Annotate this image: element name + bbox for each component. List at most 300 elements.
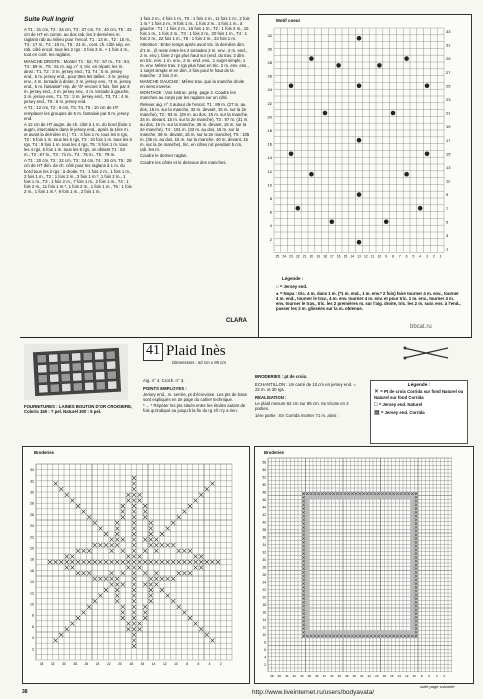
plaid-legend xyxy=(370,380,468,444)
cross-stitch xyxy=(194,622,198,626)
cross-stitch xyxy=(210,482,214,486)
cross-stitch xyxy=(143,610,147,614)
y-tick-label: 4 xyxy=(264,655,266,660)
corrida-cell xyxy=(411,586,415,590)
cross-stitch xyxy=(143,510,147,514)
cross-stitch xyxy=(98,577,102,581)
corrida-cell xyxy=(347,631,351,635)
corrida-cell xyxy=(343,496,347,500)
motif-title: Motif coeur xyxy=(276,18,301,23)
cross-stitch xyxy=(132,577,136,581)
corrida-cell xyxy=(411,507,415,511)
cross-stitch xyxy=(154,549,158,553)
cross-stitch xyxy=(160,560,164,564)
cross-stitch xyxy=(48,560,52,564)
legend-row xyxy=(374,410,464,416)
cross-stitch xyxy=(138,627,142,631)
x-tick-label: 18 xyxy=(382,673,386,678)
cross-stitch xyxy=(126,566,130,570)
y-tick-label: 2 xyxy=(32,647,34,652)
corrida-cell xyxy=(306,567,310,571)
y-tick-label: 24 xyxy=(30,524,34,529)
corrida-cell xyxy=(313,496,317,500)
plaid-legend-title: Légende : xyxy=(407,383,431,388)
cross-stitch xyxy=(132,627,136,631)
corrida-cell xyxy=(411,499,415,503)
cross-stitch xyxy=(138,554,142,558)
cross-stitch xyxy=(194,498,198,502)
nope-dot xyxy=(357,138,362,143)
y-tick-label: 48 xyxy=(262,490,266,495)
y-tick-label: 42 xyxy=(262,512,266,517)
pull-column-1 xyxy=(24,27,132,327)
cross-stitch xyxy=(199,566,203,570)
corrida-cell xyxy=(306,526,310,530)
corrida-cell xyxy=(306,578,310,582)
legend-text: = Jersey end. xyxy=(279,284,308,289)
cross-stitch xyxy=(59,560,63,564)
cross-stitch xyxy=(132,638,136,642)
cross-stitch xyxy=(126,622,130,626)
cross-stitch xyxy=(54,482,58,486)
corrida-cell xyxy=(306,612,310,616)
cross-stitch xyxy=(188,504,192,508)
y-tick-label: 12 xyxy=(262,625,266,630)
corrida-cell xyxy=(403,496,407,500)
cross-stitch xyxy=(98,526,102,530)
y-tick-label: 8 xyxy=(32,613,34,618)
x-tick-label: 10 xyxy=(174,662,178,666)
y-tick-label: 30 xyxy=(262,557,266,562)
corrida-cell xyxy=(306,529,310,533)
cross-stitch xyxy=(149,582,153,586)
nope-dot xyxy=(323,111,328,116)
corrida-cell xyxy=(321,631,325,635)
x-tick-label: 36 xyxy=(315,673,319,678)
broderies-title: BRODERIES : pt de croix. xyxy=(255,374,308,379)
corrida-cell xyxy=(388,496,392,500)
x-tick-label: 19 xyxy=(316,254,321,259)
echantillon: ECHANTILLON : Un carré de 10 cm en jersey end. = 22 m. et 30 rgs. xyxy=(255,382,356,393)
y-tick-label: 16 xyxy=(267,141,272,147)
nope-dot xyxy=(391,111,396,116)
corrida-cell xyxy=(317,496,321,500)
y-tick-label: 21 xyxy=(446,110,451,116)
corrida-cell xyxy=(366,496,370,500)
plaid-tile xyxy=(49,354,58,362)
cross-stitch xyxy=(65,627,69,631)
points-note: * ... * Répéter les pts situés entre les étoiles autant de fois qu'indiqué ou jusqu'à la fin du rg s'il n'y a rien. xyxy=(143,403,246,414)
x-tick-label: 22 xyxy=(295,254,300,259)
square-icon: □ xyxy=(276,284,279,289)
cross-stitch xyxy=(143,515,147,519)
cross-stitch xyxy=(93,521,97,525)
y-tick-label: 8 xyxy=(269,196,272,201)
corrida-cell xyxy=(411,537,415,541)
cross-stitch xyxy=(166,560,170,564)
cross-stitch xyxy=(132,498,136,502)
corrida-cell xyxy=(306,597,310,601)
x-tick-label: 46 xyxy=(277,673,281,678)
y-tick-label: 4 xyxy=(32,636,34,641)
corrida-cell xyxy=(369,631,373,635)
x-tick-label: 3 xyxy=(426,254,428,259)
corrida-cell xyxy=(411,612,415,616)
y-tick-label: 18 xyxy=(267,128,272,133)
cross-stitch xyxy=(205,633,209,637)
cross-stitch xyxy=(132,616,136,620)
cross-stitch xyxy=(143,582,147,586)
cross-stitch xyxy=(104,588,108,592)
x-tick-label: 28 xyxy=(73,662,78,666)
corrida-cell xyxy=(411,616,415,620)
cross-stitch xyxy=(188,549,192,553)
y-tick-label: 6 xyxy=(32,624,34,629)
corrida-cell xyxy=(306,571,310,575)
cross-stitch xyxy=(121,510,125,514)
corrida-cell xyxy=(399,631,403,635)
cross-stitch xyxy=(143,549,147,553)
corrida-cell xyxy=(411,604,415,608)
cross-stitch xyxy=(149,599,153,603)
cross-stitch xyxy=(132,599,136,603)
x-tick-label: 8 xyxy=(186,662,189,666)
cross-stitch xyxy=(132,526,136,530)
x-tick-label: 12 xyxy=(405,673,409,678)
cross-stitch xyxy=(121,582,125,586)
cross-stitch xyxy=(154,571,158,575)
cross-stitch xyxy=(205,560,209,564)
cross-stitch xyxy=(70,566,74,570)
cross-stitch xyxy=(104,577,108,581)
cross-stitch xyxy=(121,538,125,542)
corrida-cell xyxy=(306,563,310,567)
corrida-cell xyxy=(411,601,415,605)
y-tick-label: 27 xyxy=(446,69,451,75)
corrida-cell xyxy=(306,601,310,605)
nope-dot xyxy=(357,36,362,41)
plaid-tile xyxy=(94,352,103,360)
corrida-cell xyxy=(411,623,415,627)
corrida-cell xyxy=(411,597,415,601)
cross-stitch xyxy=(177,560,181,564)
cross-stitch xyxy=(132,633,136,637)
x-tick-label: 14 xyxy=(151,662,156,666)
x-tick-label: 6 xyxy=(405,254,408,259)
x-tick-label: 21 xyxy=(302,254,307,259)
x-tick-label: 9 xyxy=(385,254,388,259)
y-tick-label: 54 xyxy=(262,467,266,472)
plaid-tile xyxy=(83,352,92,360)
cross-stitch xyxy=(82,571,86,575)
corrida-cell xyxy=(306,552,310,556)
cross-stitch xyxy=(205,487,209,491)
plaid-tile xyxy=(49,364,58,372)
corrida-cell xyxy=(324,631,328,635)
nope-dot xyxy=(425,84,430,89)
plaid-dimensions: Dimensions : 62 cm x 95 cm xyxy=(172,360,226,365)
y-tick-label: 16 xyxy=(262,610,266,615)
y-tick-label: 28 xyxy=(262,565,266,570)
cross-stitch xyxy=(194,554,198,558)
x-tick-label: 2 xyxy=(443,673,446,678)
cross-stitch xyxy=(110,571,114,575)
motif-legend xyxy=(276,284,462,311)
cross-stitch xyxy=(149,543,153,547)
corrida-cell xyxy=(411,631,415,635)
cross-stitch xyxy=(110,577,114,581)
y-tick-label: 20 xyxy=(30,546,34,551)
cross-stitch xyxy=(132,549,136,553)
x-tick-label: 14 xyxy=(397,673,401,678)
cross-stitch xyxy=(70,560,74,564)
x-tick-label: 44 xyxy=(285,673,289,678)
y-tick-label: 2 xyxy=(269,236,272,242)
corrida-cell xyxy=(306,496,310,500)
corrida-cell xyxy=(411,574,415,578)
pull-paragraph: Coudre le dernier raglan. xyxy=(140,153,188,159)
corrida-cell xyxy=(373,631,377,635)
cross-stitch xyxy=(76,549,80,553)
cross-stitch xyxy=(132,493,136,497)
y-tick-label: 32 xyxy=(267,32,272,38)
y-tick-label: 1 xyxy=(446,246,449,252)
cross-stitch xyxy=(104,543,108,547)
cross-stitch xyxy=(171,577,175,581)
x-tick-label: 24 xyxy=(360,673,364,678)
corrida-cell xyxy=(403,631,407,635)
corrida-cell xyxy=(396,631,400,635)
nope-dot xyxy=(357,84,362,89)
corrida-cell xyxy=(377,631,381,635)
x-tick-label: 22 xyxy=(367,673,371,678)
corrida-cell xyxy=(399,496,403,500)
cross-stitch xyxy=(70,622,74,626)
x-tick-label: 1 xyxy=(439,254,442,259)
cross-stitch xyxy=(132,504,136,508)
cross-stitch xyxy=(93,577,97,581)
cross-stitch xyxy=(76,504,80,508)
y-tick-label: 50 xyxy=(262,482,266,487)
corrida-cell xyxy=(411,593,415,597)
corrida-cell xyxy=(306,533,310,537)
cross-stitch xyxy=(98,543,102,547)
x-tick-label: 15 xyxy=(343,254,348,259)
y-tick-label: 29 xyxy=(446,56,451,62)
plaid-instructions-col xyxy=(143,378,251,415)
corrida-cell xyxy=(328,496,332,500)
cross-stitch xyxy=(182,560,186,564)
cross-stitch xyxy=(115,521,119,525)
cross-stitch xyxy=(115,526,119,530)
corrida-cell xyxy=(411,541,415,545)
corrida-cell xyxy=(411,529,415,533)
corrida-cell xyxy=(411,582,415,586)
cross-stitch xyxy=(182,549,186,553)
broderies-label-left: Broderies xyxy=(34,450,55,455)
cross-stitch xyxy=(126,627,130,631)
corrida-cell xyxy=(306,544,310,548)
x-tick-label: 20 xyxy=(375,673,379,678)
y-tick-label: 25 xyxy=(446,83,451,89)
cross-stitch xyxy=(199,554,203,558)
x-tick-label: 26 xyxy=(84,662,89,666)
plaid-tile xyxy=(85,382,94,390)
cross-stitch xyxy=(115,588,119,592)
corrida-cell xyxy=(306,559,310,563)
y-tick-label: 33 xyxy=(446,29,451,34)
y-tick-label: 11 xyxy=(446,178,451,184)
cross-stitch xyxy=(82,549,86,553)
cross-stitch xyxy=(87,571,91,575)
y-tick-label: 5 xyxy=(446,219,449,225)
corrida-cell xyxy=(358,496,362,500)
x-tick-label: 25 xyxy=(275,254,280,259)
y-tick-label: 9 xyxy=(446,192,449,198)
y-tick-label: 20 xyxy=(262,595,266,600)
y-tick-label: 28 xyxy=(267,60,272,65)
cross-stitch xyxy=(121,571,125,575)
cross-stitch xyxy=(87,605,91,609)
cross-stitch xyxy=(115,532,119,536)
plaid-tile xyxy=(39,385,48,393)
x-tick-label: 8 xyxy=(420,673,423,678)
x-tick-label: 20 xyxy=(118,662,122,666)
y-tick-label: 22 xyxy=(262,587,266,592)
cross-stitch xyxy=(143,571,147,575)
cross-stitch xyxy=(132,571,136,575)
cross-stitch xyxy=(115,594,119,598)
pull-title: Suite Pull Ingrid xyxy=(24,16,74,23)
cross-stitch xyxy=(143,560,147,564)
corrida-cell xyxy=(411,589,415,593)
x-tick-label: 2 xyxy=(219,662,222,666)
corrida-cell xyxy=(328,631,332,635)
corrida-cell xyxy=(354,496,358,500)
pull-paragraph: Coudre les côtés et le dessous des manches. xyxy=(140,159,227,165)
cross-stitch xyxy=(104,560,108,564)
corrida-cell xyxy=(381,631,385,635)
x-tick-label: 28 xyxy=(345,673,349,678)
plaid-tile xyxy=(38,375,47,383)
x-tick-label: 16 xyxy=(336,254,341,259)
cross-stitch xyxy=(149,588,153,592)
section-divider xyxy=(20,337,470,338)
cross-stitch xyxy=(138,560,142,564)
x-tick-label: 6 xyxy=(428,673,431,678)
cross-stitch xyxy=(121,616,125,620)
plaid-tile xyxy=(38,365,47,373)
cross-stitch xyxy=(70,554,74,558)
x-tick-label: 42 xyxy=(292,673,296,678)
x-tick-label: 14 xyxy=(350,254,355,259)
corrida-cell xyxy=(358,631,362,635)
cross-stitch xyxy=(110,538,114,542)
corrida-cell xyxy=(324,496,328,500)
x-tick-label: 10 xyxy=(412,673,416,678)
cross-stitch xyxy=(154,538,158,542)
suite-page-text: suite page suivante xyxy=(420,684,455,689)
legend-row xyxy=(374,389,464,400)
cross-stitch xyxy=(132,487,136,491)
cross-stitch xyxy=(87,549,91,553)
corrida-cell xyxy=(411,496,415,500)
cross-stitch xyxy=(138,493,142,497)
cross-stitch xyxy=(171,521,175,525)
cross-stitch xyxy=(82,510,86,514)
corrida-cell xyxy=(411,559,415,563)
legend-row xyxy=(276,291,462,311)
y-tick-label: 6 xyxy=(269,209,272,215)
cross-stitch xyxy=(171,543,175,547)
pull-paragraph: A T1 : 31 cm, T2 : 34 cm, T3 : 37 cm, T4 : 40 cm, T5 : 43 cm de HT en comm. au dos rab. les 3 dernières m. raglans rab au milieu pour l'encol. T1 : 13 m., T2 : 15 m., T3 : 17 m., T4 : 19 m., T5 : 21 m., cont. ch. côté sép. en rab. côté encol. tous les 2 rgs : 2 fois 3 m. + 1 fois 4 m., tout en cont. les raglans. xyxy=(24,27,132,58)
nope-dot xyxy=(418,206,423,211)
cross-stitch xyxy=(160,588,164,592)
plaid-tile xyxy=(84,372,93,380)
x-tick-label: 4 xyxy=(419,254,422,259)
corrida-cell xyxy=(411,548,415,552)
corrida-cell xyxy=(306,503,310,507)
cross-stitch xyxy=(110,543,114,547)
cross-stitch xyxy=(76,571,80,575)
plaid-tile xyxy=(72,363,81,371)
cross-stitch xyxy=(104,532,108,536)
cross-stitch xyxy=(154,543,158,547)
cross-stitch xyxy=(65,566,69,570)
corrida-cell xyxy=(411,511,415,515)
x-tick-label: 23 xyxy=(289,254,293,259)
cross-stitch xyxy=(132,543,136,547)
corrida-cell xyxy=(392,631,396,635)
cross-stitch xyxy=(149,594,153,598)
x-tick-label: 6 xyxy=(197,662,200,666)
dot-icon: ● xyxy=(276,291,279,297)
cross-stitch xyxy=(216,560,220,564)
cross-stitch xyxy=(93,599,97,603)
cross-stitch xyxy=(132,538,136,542)
y-tick-label: 24 xyxy=(267,87,272,93)
corrida-cell xyxy=(306,499,310,503)
y-tick-label: 52 xyxy=(262,475,266,480)
corrida-cell xyxy=(411,514,415,518)
cross-stitch xyxy=(132,566,136,570)
cross-icon: ✕ xyxy=(374,389,380,395)
cross-stitch xyxy=(132,515,136,519)
x-tick-label: 5 xyxy=(412,254,415,259)
y-tick-label: 30 xyxy=(267,46,272,52)
pull-paragraph: MANCHE GAUCHE : Même trav. que la manche droite en sens inverse. xyxy=(140,79,245,90)
legend-text: = Nopa : tric. 4 m. dans 1 m. (*1 m. end., 1 m. env.* 2 fois) faire tourner 4 m. env., tourner 4 m. end., tourner le trav., 4 m. env. tourner 4 m. env. et pour tric. 1 m. env., tourner 4 m. env. tourner le trav., tric. les 2 premières m. sur l'aig. droite, tric. les 2 m. suiv. ens. à l'end., passer les 2 m. glissées sur la m. obtenue. xyxy=(276,291,461,312)
cross-stitch xyxy=(194,566,198,570)
cross-stitch xyxy=(132,554,136,558)
plaid-tile xyxy=(62,383,71,391)
cross-stitch xyxy=(98,594,102,598)
x-tick-label: 8 xyxy=(392,254,394,259)
cross-stitch xyxy=(149,526,153,530)
x-tick-label: 30 xyxy=(337,673,341,678)
x-tick-label: 38 xyxy=(307,673,311,678)
x-tick-label: 16 xyxy=(140,662,145,666)
corrida-cell xyxy=(306,514,310,518)
corrida-cell xyxy=(354,631,358,635)
corrida-cell xyxy=(332,496,336,500)
cross-stitch xyxy=(121,610,125,614)
y-tick-label: 40 xyxy=(262,520,266,525)
cross-stitch xyxy=(132,622,136,626)
aig-text: Aig. n° 4. Croch. n° 3. xyxy=(143,378,185,383)
cross-stitch xyxy=(199,627,203,631)
y-tick-label: 26 xyxy=(30,512,34,517)
